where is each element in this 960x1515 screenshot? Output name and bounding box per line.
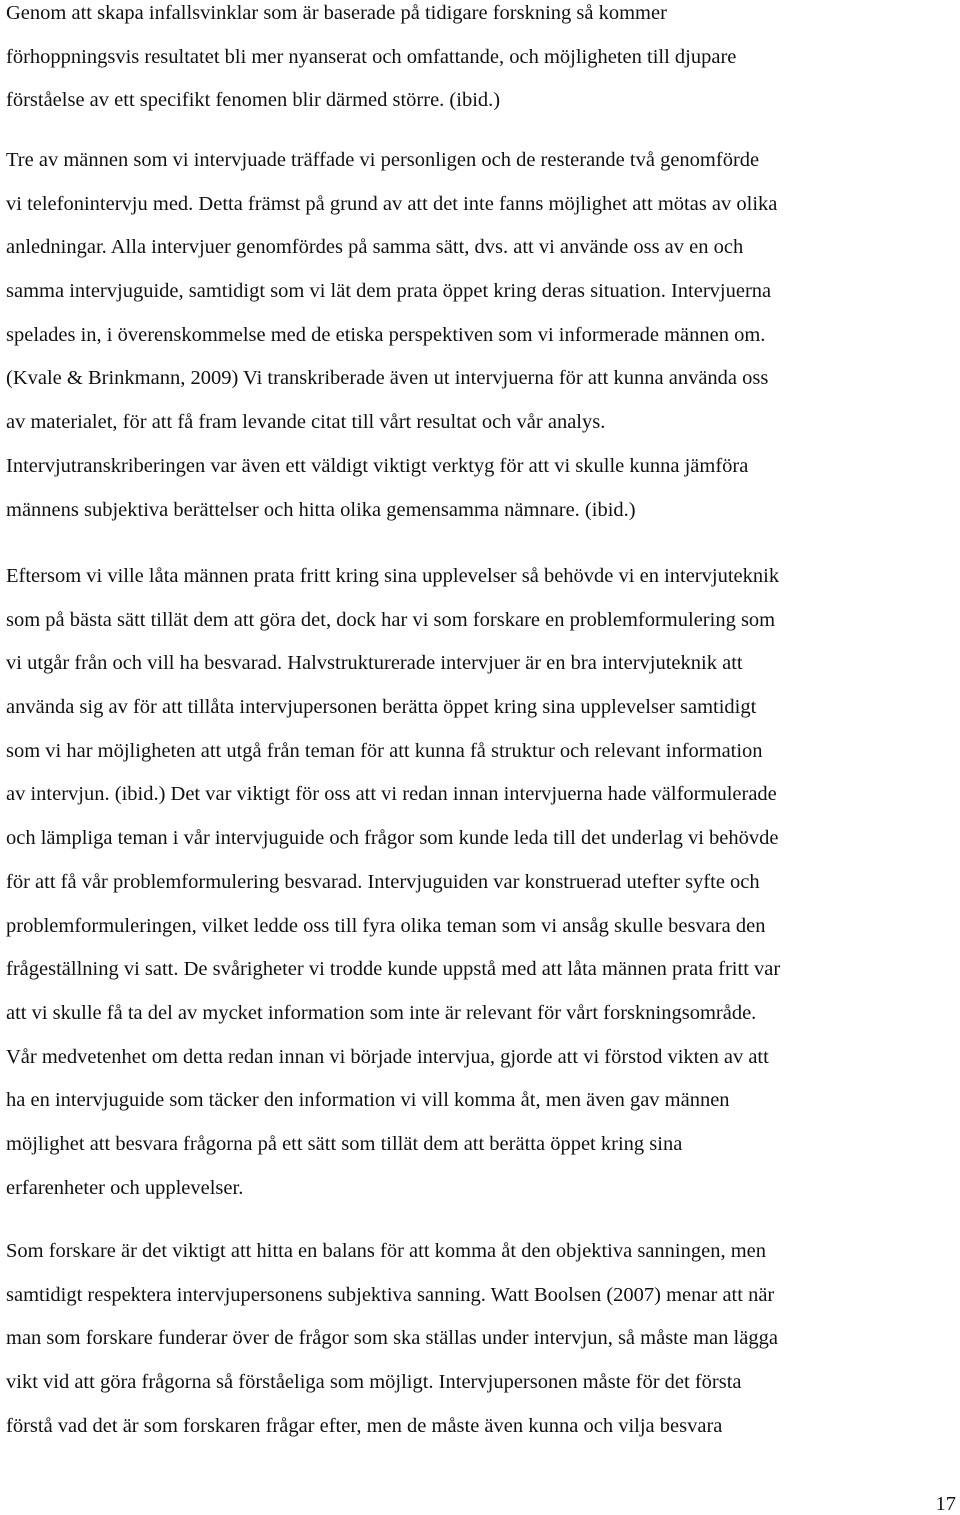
text-line: anledningar. Alla intervjuer genomfördes på samma sätt, dvs. att vi använde oss av en och [6, 236, 744, 259]
text-line: av materialet, för att få fram levande citat till vårt resultat och vår analys. [6, 411, 606, 434]
text-line: spelades in, i överenskommelse med de etiska perspektiven som vi informerade männen om. [6, 323, 766, 346]
text-line: Tre av männen som vi intervjuade träffade vi personligen och de resterande två genomförde [6, 149, 760, 171]
page-number: 17 [935, 1493, 956, 1515]
text-line: Som forskare är det viktigt att hitta en balans för att komma åt den objektiva sanningen, men [6, 1240, 767, 1262]
text-line: erfarenheter och upplevelser. [6, 1176, 244, 1199]
text-line: man som forskare funderar över de frågor som ska ställas under intervjun, så måste man lägga [6, 1327, 778, 1350]
text-line: för att få vår problemformulering besvarad. Intervjuguiden var konstruerad utefter syfte och [6, 870, 760, 893]
text-line: Vår medvetenhet om detta redan innan vi började intervjua, gjorde att vi förstod vikten av att [6, 1045, 769, 1068]
text-line: Genom att skapa infallsvinklar som är baserade på tidigare forskning så kommer [6, 2, 667, 24]
text-line: förstå vad det är som forskaren frågar efter, men de måste även kunna och vilja besvara [6, 1414, 723, 1437]
text-line: att vi skulle få ta del av mycket information som inte är relevant för vårt forskningsområde. [6, 1001, 757, 1024]
text-line: och lämpliga teman i vår intervjuguide och frågor som kunde leda till det underlag vi behövde [6, 827, 779, 850]
paragraph-1 [6, 0, 736, 123]
text-line: vi telefonintervju med. Detta främst på grund av att det inte fanns möjlighet att mötas av olika [6, 192, 778, 215]
text-line: förståelse av ett specifikt fenomen blir därmed större. (ibid.) [6, 89, 501, 112]
text-line: (Kvale & Brinkmann, 2009) Vi transkriberade även ut intervjuerna för att kunna använda oss [6, 367, 769, 390]
paragraph-4 [6, 1230, 778, 1448]
text-line: använda sig av för att tillåta intervjupersonen berätta öppet kring sina upplevelser samtidigt [6, 696, 757, 719]
text-line: samtidigt respektera intervjupersonens subjektiva sanning. Watt Boolsen (2007) menar att när [6, 1283, 775, 1306]
text-line: Intervjutranskriberingen var även ett väldigt viktigt verktyg för att vi skulle kunna jämföra [6, 454, 749, 477]
text-line: vikt vid att göra frågorna så förståeliga som möjligt. Intervjupersonen måste för det första [6, 1371, 742, 1394]
text-line: samma intervjuguide, samtidigt som vi lät dem prata öppet kring deras situation. Intervjuerna [6, 280, 772, 303]
paragraph-3 [6, 555, 780, 1210]
text-line: Eftersom vi ville låta männen prata fritt kring sina upplevelser så behövde vi en intervjuteknik [6, 565, 780, 587]
text-line: som vi har möjligheten att utgå från teman för att kunna få struktur och relevant information [6, 739, 763, 762]
text-line: männens subjektiva berättelser och hitta olika gemensamma nämnare. (ibid.) [6, 498, 636, 521]
text-line: av intervjun. (ibid.) Det var viktigt för oss att vi redan innan intervjuerna hade välformulerade [6, 783, 777, 806]
paragraph-2 [6, 139, 777, 532]
text-line: problemformuleringen, vilket ledde oss till fyra olika teman som vi ansåg skulle besvara den [6, 914, 766, 937]
text-line: vi utgår från och vill ha besvarad. Halvstrukturerade intervjuer är en bra intervjuteknik att [6, 652, 743, 675]
text-line: ha en intervjuguide som täcker den information vi vill komma åt, men även gav männen [6, 1089, 730, 1112]
text-line: förhoppningsvis resultatet bli mer nyanserat och omfattande, och möjligheten till djupare [6, 45, 737, 68]
text-line: frågeställning vi satt. De svårigheter vi trodde kunde uppstå med att låta männen prata fritt var [6, 958, 781, 981]
text-line: som på bästa sätt tillät dem att göra det, dock har vi som forskare en problemformulering som [6, 608, 776, 631]
text-line: möjlighet att besvara frågorna på ett sätt som tillät dem att berätta öppet kring sina [6, 1132, 683, 1155]
